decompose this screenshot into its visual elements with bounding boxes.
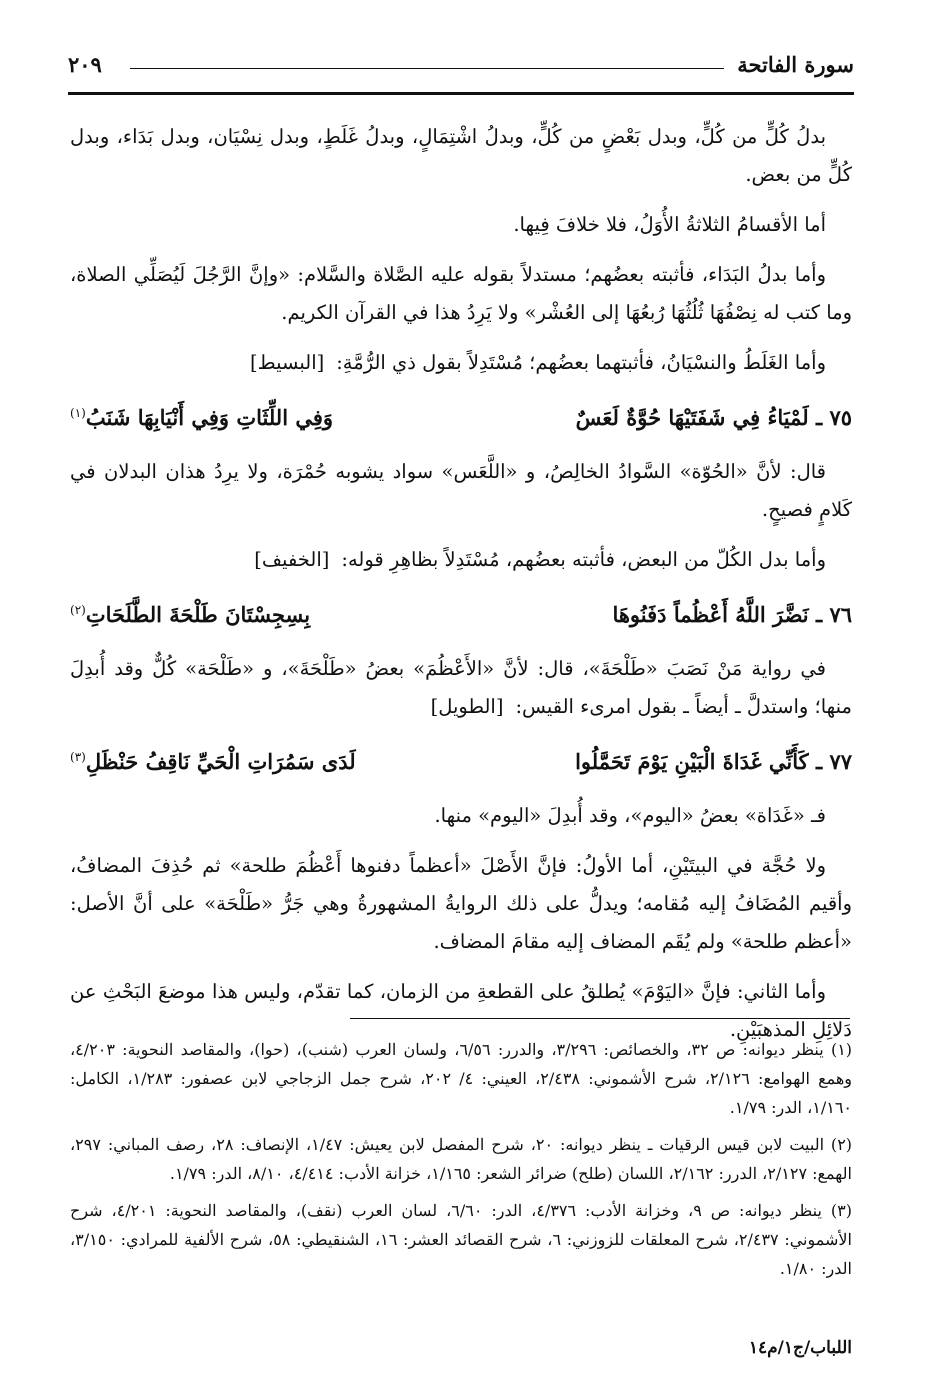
paragraph-3: وأما بدلُ البَدَاء، فأثبته بعضُهم؛ مستدلاً بقوله عليه الصَّلاة والسَّلام: «وإنَّ الرَّجُلَ لَيُصَلِّي الصلاة، وما كتب له نِصْفُهَا ثُلُثُهَا رُبعُهَا إلى العُشْر» ولا يَرِدُ هذا في القرآن الكريم. — [70, 263, 852, 324]
volume-signature: اللباب/ج١/م١٤ — [748, 1338, 852, 1358]
meter-label-basit: [البسيط] — [249, 351, 325, 374]
paragraph-1: بدلُ كُلٍّ من كُلٍّ، وبدل بَعْضٍ من كُلٍّ، وبدلُ اشْتِمَالٍ، وبدلُ غَلَطٍ، وبدل نِسْيَان، وبدل بَدَاء، وبدل كُلٍّ من بعض. — [70, 125, 852, 186]
footnote-1: (١) ينظر ديوانه: ص ٣٢، والخصائص: ٣/٢٩٦، والدرر: ٦/٥٦، ولسان العرب (شنب)، (حوا)، والمقاصد النحوية: ٤/٢٠٣، وهمع الهوامع: ٢/١٢٦، شرح الأشموني: ٢/٤٣٨، العيني: ٤/ ٢٠٢، شرح جمل الزجاجي لابن عصفور: ١/٢٨٣، الكامل: ١/١٦٠، الدر: ١/٧٩. — [70, 1040, 853, 1117]
footnote-ref-1: (١) — [70, 406, 86, 420]
verse-75-second-text: وَفِي اللِّثَاتِ وَفِي أَنْيَابِهَا شَنَبُ — [85, 405, 334, 430]
paragraph-6-text: وأما بدل الكُلّ من البعض، فأثبته بعضُهم، مُسْتَدِلاً بظاهِرِ قوله: — [341, 548, 826, 571]
verse-76 — [70, 591, 852, 634]
paragraph-7-text: في رواية مَنْ نَصَبَ «طَلْحَةَ»، قال: لأنَّ «الأَعْظُمَ» بعضُ «طَلْحَةَ»، و «طَلْحَة» كُلٌّ وقد أُبدِلَ منها؛ واستدلَّ ـ أيضاً ـ بقول امرىء القيس: — [70, 657, 852, 718]
verse-77-second-hemistich — [70, 738, 356, 781]
verse-75 — [70, 394, 852, 437]
footnote-ref-3: (٣) — [70, 750, 86, 764]
footnote-ref-2: (٢) — [70, 603, 86, 617]
meter-label-khafif: [الخفيف] — [254, 548, 330, 571]
footnote-3: (٣) ينظر ديوانه: ص ٩، وخزانة الأدب: ٤/٣٧٦، الدر: ٦/٦٠، لسان العرب (نقف)، والمقاصد النحوية: ٤/٢٠١، شرح الأشموني: ٢/٤٣٧، شرح المعلقات للزوزني: ٦، شرح القصائد العشر: ١٦، الشنقيطي: ٥٨، شرح الألفية للمرادي: ٣/١٥٠، الدر: ١/٨٠. — [70, 1201, 853, 1278]
paragraph-9: ولا حُجَّة في البيتَيْنِ، أما الأولُ: فإنَّ الأَصْلَ «أعظماً دفنوها أَعْظُمَ طلحة» ثم حُذِفَ المضافُ، وأقيم المُضَافُ إليه مُقامه؛ ويدلُّ على ذلك الروايةُ المشهورةُ وهي جَرُّ «طَلْحَة» على أنَّ الأصل: «أعظم طلحة» ولم يُقَم المضاف إليه مقامَ المضاف. — [70, 854, 852, 953]
surah-title: سورة الفاتحة — [737, 52, 854, 77]
meter-label-tawil: [الطويل] — [430, 695, 504, 718]
main-text — [70, 118, 852, 1061]
footnotes — [70, 1035, 852, 1291]
page-header — [68, 52, 854, 95]
paragraph-2: أما الأقسامُ الثلاثةُ الأُوَلُ، فلا خلافَ فِيها. — [513, 213, 826, 236]
page-number: ٢٠٩ — [68, 52, 102, 77]
paragraph-6 — [70, 541, 852, 579]
footnote-divider — [350, 1018, 850, 1019]
verse-76-second-hemistich — [70, 591, 310, 634]
paragraph-10: وأما الثاني: فإنَّ «اليَوْمَ» يُطلقُ على القطعةِ من الزمان، كما تقدّم، وليس هذا موضعَ البَحْثِ عن دَلائِلِ المذهبَيْنِ. — [70, 980, 852, 1041]
header-rule — [130, 68, 724, 69]
verse-77 — [70, 738, 852, 781]
paragraph-8: فـ «غَدَاة» بعضُ «اليوم»، وقد أُبدِلَ «اليوم» منها. — [434, 804, 826, 827]
verse-76-first-hemistich: ٧٦ ـ نَضَّرَ اللَّهُ أَعْظُماً دَفَنُوهَا — [612, 602, 852, 627]
paragraph-5: قال: لأنَّ «الحُوّة» السَّوادُ الخالِصُ، و «اللَّعَس» سواد يشوبه حُمْرَة، ولا يرِدُ هذان البدلان في كَلامٍ فصيحٍ. — [70, 460, 852, 521]
verse-76-second-text: بِسِجِسْتَانَ طَلْحَةَ الطَّلَحَاتِ — [85, 602, 311, 627]
verse-75-second-hemistich — [70, 394, 333, 437]
paragraph-7 — [70, 650, 852, 726]
paragraph-4 — [70, 344, 852, 382]
paragraph-4-text: وأما الغَلَطُ والنسْيَانُ، فأثبتهما بعضُهم؛ مُسْتَدِلاً بقول ذي الرُّمَّةِ: — [336, 351, 826, 374]
verse-77-first-hemistich: ٧٧ ـ كَأَنِّي غَدَاةَ الْبَيْنِ يَوْمَ تَحَمَّلُوا — [575, 749, 852, 774]
verse-77-second-text: لَدَى سَمُرَاتِ الْحَيِّ نَاقِفُ حَنْظَلِ — [85, 749, 356, 774]
verse-75-first-hemistich: ٧٥ ـ لَمْيَاءُ فِي شَفَتَيْهَا حُوَّةٌ لَعَسٌ — [575, 405, 852, 430]
footnote-2: (٢) البيت لابن قيس الرقيات ـ ينظر ديوانه: ٢٠، شرح المفصل لابن يعيش: ١/٤٧، الإنصاف: ٢٨، رصف المباني: ٢٩٧، الهمع: ٢/١٢٧، الدرر: ٢/١٦٢، اللسان (طلح) ضرائر الشعر: ١/١٦٥، خزانة الأدب: ٤/٤١٤، ٨/١٠، الدر: ١/٧٩. — [70, 1135, 853, 1183]
